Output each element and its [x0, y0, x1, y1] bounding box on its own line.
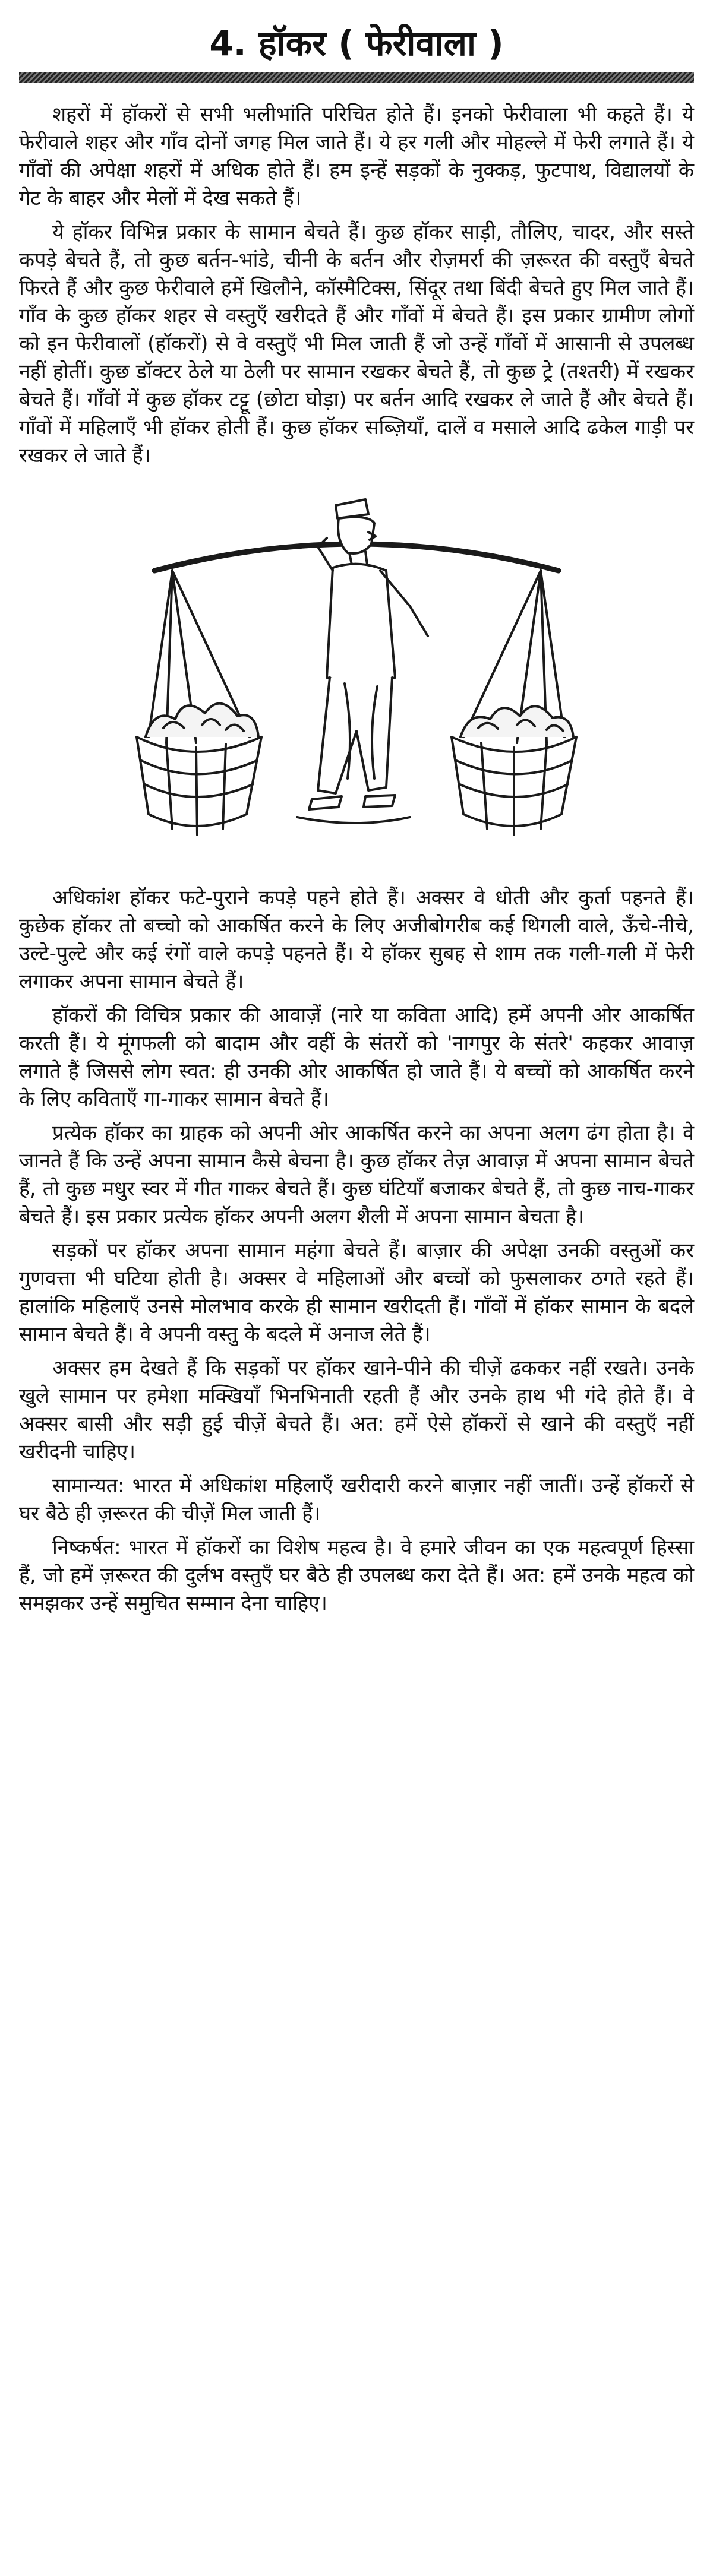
paragraph-4: हॉकरों की विचित्र प्रकार की आवाज़ें (नारे या कविता आदि) हमें अपनी ओर आकर्षित करती हैं। ये मूंगफली को बादाम और वहीं के संतरों को 'नागपुर के संतरे' कहकर आवाज़ लगाते हैं जिससे लोग स्वत: ही उनकी ओर आकर्षित हो जाते हैं। ये बच्चों को आकर्षित करने के लिए कविताएँ गा-गाकर सामान बेचते हैं।: [19, 1004, 694, 1111]
paragraph-2: ये हॉकर विभिन्न प्रकार के सामान बेचते हैं। कुछ हॉकर साड़ी, तौलिए, चादर, और सस्ते कपड़े बेचते हैं, तो कुछ बर्तन-भांडे, चीनी के बर्तन और रोज़मर्रा की ज़रूरत की वस्तुएँ बेचते फिरते हैं और कुछ फेरीवाले हमें खिलौने, कॉस्मैटिक्स, सिंदूर तथा बिंदी बेचते हुए मिल जाते हैं। गाँव के कुछ हॉकर शहर से वस्तुएँ खरीदते हैं और गाँवों में बेचते हैं। इस प्रकार ग्रामीण लोगों को इन फेरीवालों (हॉकरों) से वे वस्तुएँ भी मिल जाती हैं जो उन्हें गाँवों में आसानी से उपलब्ध नहीं होतीं। कुछ डॉक्टर ठेले या ठेली पर सामान रखकर बेचते हैं, तो कुछ ट्रे (तश्तरी) में रखकर बेचते हैं। गाँवों में कुछ हॉकर टट्टू (छोटा घोड़ा) पर बर्तन आदि रखकर ले जाते हैं और बेचते हैं। गाँवों में महिलाएँ भी हॉकर होती हैं। कुछ हॉकर सब्ज़ियाँ, दालें व मसाले आदि ढकेल गाड़ी पर रखकर ले जाते हैं।: [19, 220, 694, 467]
paragraph-1: शहरों में हॉकरों से सभी भलीभांति परिचित होते हैं। इनको फेरीवाला भी कहते हैं। ये फेरीवाले शहर और गाँव दोनों जगह मिल जाते हैं। ये हर गली और मोहल्ले में फेरी लगाते हैं। ये गाँवों की अपेक्षा शहरों में अधिक होते हैं। हम इन्हें सड़कों के नुक्कड़, फुटपाथ, विद्यालयों के गेट के बाहर और मेलों में देख सकते हैं।: [19, 103, 694, 210]
paragraph-8: सामान्यत: भारत में अधिकांश महिलाएँ खरीदारी करने बाज़ार नहीं जातीं। उन्हें हॉकरों से घर बैठे ही ज़रूरत की चीज़ें मिल जाती हैं।: [19, 1474, 694, 1526]
paragraph-5: प्रत्येक हॉकर का ग्राहक को अपनी ओर आकर्षित करने का अपना अलग ढंग होता है। वे जानते हैं कि उन्हें अपना सामान कैसे बेचना है। कुछ हॉकर तेज़ आवाज़ में अपना सामान बेचते हैं, तो कुछ मधुर स्वर में गीत गाकर बेचते हैं। कुछ घंटियाँ बजाकर बेचते हैं, तो कुछ नाच-गाकर बेचते हैं। इस प्रकार प्रत्येक हॉकर अपनी अलग शैली में अपना सामान बेचता है।: [19, 1121, 694, 1229]
page-title: 4. हॉकर ( फेरीवाला ): [209, 23, 504, 64]
hawker-with-baskets-icon: [131, 482, 582, 862]
paragraph-6: सड़कों पर हॉकर अपना सामान महंगा बेचते हैं। बाज़ार की अपेक्षा उनकी वस्तुओं कर गुणवत्ता भी घटिया होती है। अक्सर वे महिलाओं और बच्चों को फुसलाकर ठगते रहते हैं। हालांकि महिलाएँ उनसे मोलभाव करके ही सामान खरीदती हैं। गाँवों में हॉकर सामान के बदले सामान बेचते हैं। वे अपनी वस्तु के बदले में अनाज लेते हैं।: [19, 1239, 694, 1346]
paragraph-9: निष्कर्षत: भारत में हॉकरों का विशेष महत्व है। वे हमारे जीवन का एक महत्वपूर्ण हिस्सा हैं, जो हमें ज़रूरत की दुर्लभ वस्तुएँ घर बैठे ही उपलब्ध करा देते हैं। अत: हमें उनके महत्व को समझकर उन्हें समुचित सम्मान देना चाहिए।: [19, 1536, 694, 1615]
paragraph-3: अधिकांश हॉकर फटे-पुराने कपड़े पहने होते हैं। अक्सर वे धोती और कुर्ता पहनते हैं। कुछेक हॉकर तो बच्चो को आकर्षित करने के लिए अजीबोगरीब कई थिगली वाले, ऊँचे-नीचे, उल्टे-पुल्टे और कई रंगों वाले कपड़े पहनते हैं। ये हॉकर सुबह से शाम तक गली-गली में फेरी लगाकर अपना सामान बेचते हैं।: [19, 886, 695, 993]
title-divider: [19, 72, 694, 83]
paragraph-7: अक्सर हम देखते हैं कि सड़कों पर हॉकर खाने-पीने की चीज़ें ढककर नहीं रखते। उनके खुले सामान पर हमेशा मक्खियाँ भिनभिनाती रहती हैं और उनके हाथ भी गंदे होते हैं। वे अक्सर बासी और सड़ी हुई चीज़ें बेचते हैं। अत: हमें ऐसे हॉकरों से खाने की वस्तुएँ नहीं खरीदनी चाहिए।: [19, 1356, 694, 1464]
